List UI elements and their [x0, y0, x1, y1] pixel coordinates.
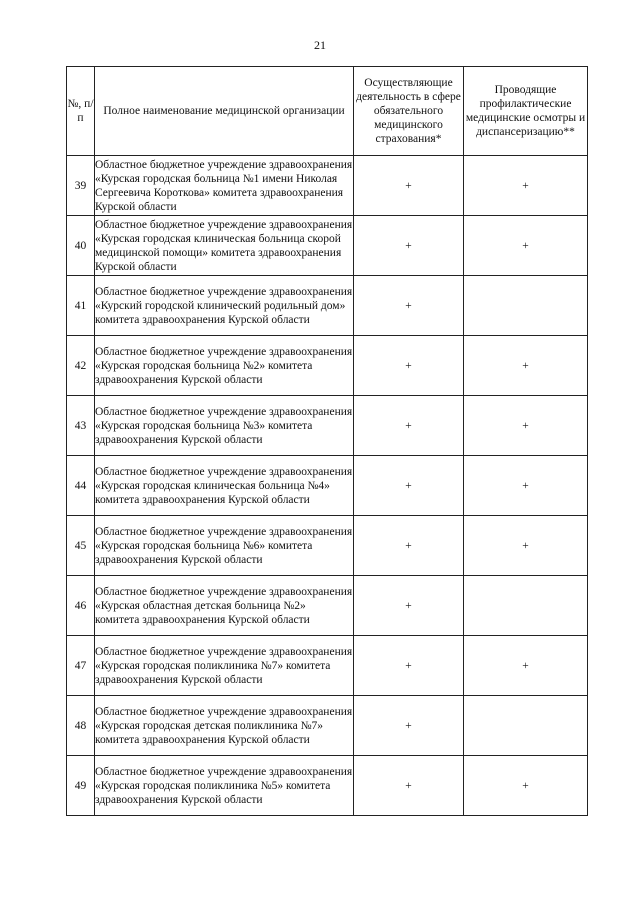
- row-number: 44: [67, 456, 95, 516]
- table-row: [67, 756, 588, 816]
- row-number: 40: [67, 216, 95, 276]
- organization-name: Областное бюджетное учреждение здравоохранения «Курская городская больница №3» комитета здравоохранения Курской области: [95, 396, 354, 456]
- header-number: №, п/п: [67, 67, 95, 156]
- organization-name: Областное бюджетное учреждение здравоохранения «Курский городской клинический родильный дом» комитета здравоохранения Курской области: [95, 276, 354, 336]
- page-number: 21: [314, 38, 326, 52]
- header-preventive-exams: Проводящие профилактические медицинские осмотры и диспансеризацию**: [464, 67, 588, 156]
- oms-mark: +: [354, 636, 464, 696]
- table-row: [67, 276, 588, 336]
- preventive-mark: [464, 576, 588, 636]
- preventive-mark: [464, 696, 588, 756]
- preventive-mark: +: [464, 216, 588, 276]
- preventive-mark: +: [464, 396, 588, 456]
- organization-name: Областное бюджетное учреждение здравоохранения «Курская городская клиническая больница №4» комитета здравоохранения Курской области: [95, 456, 354, 516]
- organization-name: Областное бюджетное учреждение здравоохранения «Курская городская больница №6» комитета здравоохранения Курской области: [95, 516, 354, 576]
- organization-name: Областное бюджетное учреждение здравоохранения «Курская городская поликлиника №5» комитета здравоохранения Курской области: [95, 756, 354, 816]
- medical-organizations-table: [66, 66, 588, 816]
- preventive-mark: +: [464, 636, 588, 696]
- row-number: 46: [67, 576, 95, 636]
- organization-name: Областное бюджетное учреждение здравоохранения «Курская областная детская больница №2» комитета здравоохранения Курской области: [95, 576, 354, 636]
- table-row: [67, 636, 588, 696]
- table-row: [67, 456, 588, 516]
- oms-mark: +: [354, 516, 464, 576]
- table-row: [67, 696, 588, 756]
- oms-mark: +: [354, 156, 464, 216]
- header-organization-name: Полное наименование медицинской организации: [95, 67, 354, 156]
- row-number: 43: [67, 396, 95, 456]
- preventive-mark: +: [464, 336, 588, 396]
- row-number: 41: [67, 276, 95, 336]
- row-number: 39: [67, 156, 95, 216]
- table-row: [67, 516, 588, 576]
- preventive-mark: +: [464, 756, 588, 816]
- oms-mark: +: [354, 336, 464, 396]
- row-number: 45: [67, 516, 95, 576]
- row-number: 48: [67, 696, 95, 756]
- row-number: 42: [67, 336, 95, 396]
- organization-name: Областное бюджетное учреждение здравоохранения «Курская городская детская поликлиника №7» комитета здравоохранения Курской области: [95, 696, 354, 756]
- oms-mark: +: [354, 216, 464, 276]
- table-row: [67, 576, 588, 636]
- preventive-mark: +: [464, 456, 588, 516]
- row-number: 49: [67, 756, 95, 816]
- oms-mark: +: [354, 576, 464, 636]
- organization-name: Областное бюджетное учреждение здравоохранения «Курская городская больница №2» комитета здравоохранения Курской области: [95, 336, 354, 396]
- oms-mark: +: [354, 396, 464, 456]
- table-row: [67, 216, 588, 276]
- organization-name: Областное бюджетное учреждение здравоохранения «Курская городская больница №1 имени Николая Сергеевича Короткова» комитета здравоохранения Курской области: [95, 156, 354, 216]
- header-oms-activity: Осуществляющие деятельность в сфере обязательного медицинского страхования*: [354, 67, 464, 156]
- oms-mark: +: [354, 696, 464, 756]
- table-row: [67, 336, 588, 396]
- preventive-mark: +: [464, 516, 588, 576]
- table-row: [67, 156, 588, 216]
- table-row: [67, 396, 588, 456]
- preventive-mark: +: [464, 156, 588, 216]
- table-header-row: [67, 67, 588, 156]
- preventive-mark: [464, 276, 588, 336]
- row-number: 47: [67, 636, 95, 696]
- oms-mark: +: [354, 276, 464, 336]
- oms-mark: +: [354, 456, 464, 516]
- oms-mark: +: [354, 756, 464, 816]
- organization-name: Областное бюджетное учреждение здравоохранения «Курская городская поликлиника №7» комитета здравоохранения Курской области: [95, 636, 354, 696]
- organization-name: Областное бюджетное учреждение здравоохранения «Курская городская клиническая больница скорой медицинской помощи» комитета здравоохранения Курской области: [95, 216, 354, 276]
